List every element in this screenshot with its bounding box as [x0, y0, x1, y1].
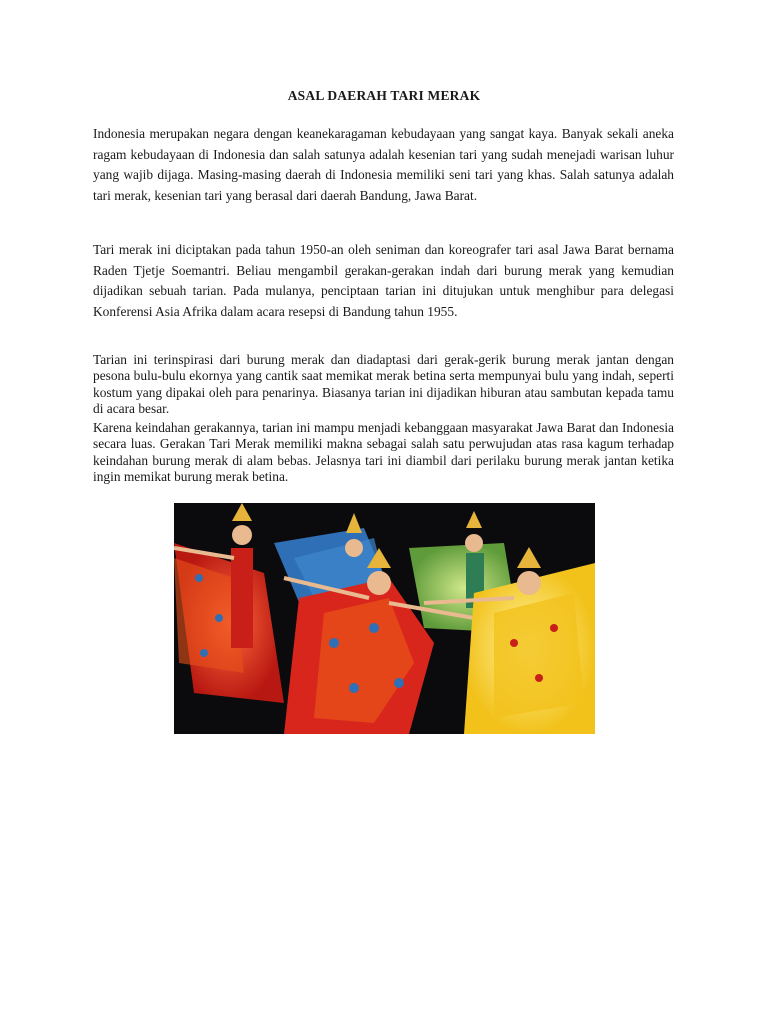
paragraph-meaning: Karena keindahan gerakannya, tarian ini mampu menjadi kebanggaan masyarakat Jawa Barat dan Indonesia secara luas. Gerakan Tari Merak memiliki makna sebagai salah satu perwujudan atas rasa kagum terhadap keindahan burung merak di alam bebas. Jelasnya tari ini diambil dari perilaku burung merak jantan ketika ingin memikat burung merak betina.	[93, 420, 674, 485]
document-title: ASAL DAERAH TARI MERAK	[287, 88, 481, 103]
peacock-dance-photo	[174, 503, 595, 734]
dancers-illustration	[174, 503, 595, 734]
paragraph-inspiration: Tarian ini terinspirasi dari burung merak dan diadaptasi dari gerak-gerik burung merak jantan dengan pesona bulu-bulu ekornya yang cantik saat memikat merak betina serta mempunyai bulu yang indah, seperti kostum yang dipakai oleh para penarinya. Biasanya tarian ini dijadikan hiburan atau sambutan kepada tamu di acara besar.	[93, 352, 674, 417]
paragraph-introduction: Indonesia merupakan negara dengan keanekaragaman kebudayaan yang sangat kaya. Banyak sekali aneka ragam kebudayaan di Indonesia dan salah satunya adalah kesenian tari yang sudah menejadi warisan luhur yang wajib dijaga. Masing-masing daerah di Indonesia memiliki seni tari yang khas. Salah satunya adalah tari merak, kesenian tari yang berasal dari daerah Bandung, Jawa Barat.	[93, 126, 674, 203]
paragraph-history: Tari merak ini diciptakan pada tahun 1950-an oleh seniman dan koreografer tari asal Jawa Barat bernama Raden Tjetje Soemantri. Beliau mengambil gerakan-gerakan indah dari burung merak yang kemudian dijadikan sebuah tarian. Pada mulanya, penciptaan tarian ini ditujukan untuk menghibur para delegasi Konferensi Asia Afrika dalam acara resepsi di Bandung tahun 1955.	[93, 242, 674, 319]
